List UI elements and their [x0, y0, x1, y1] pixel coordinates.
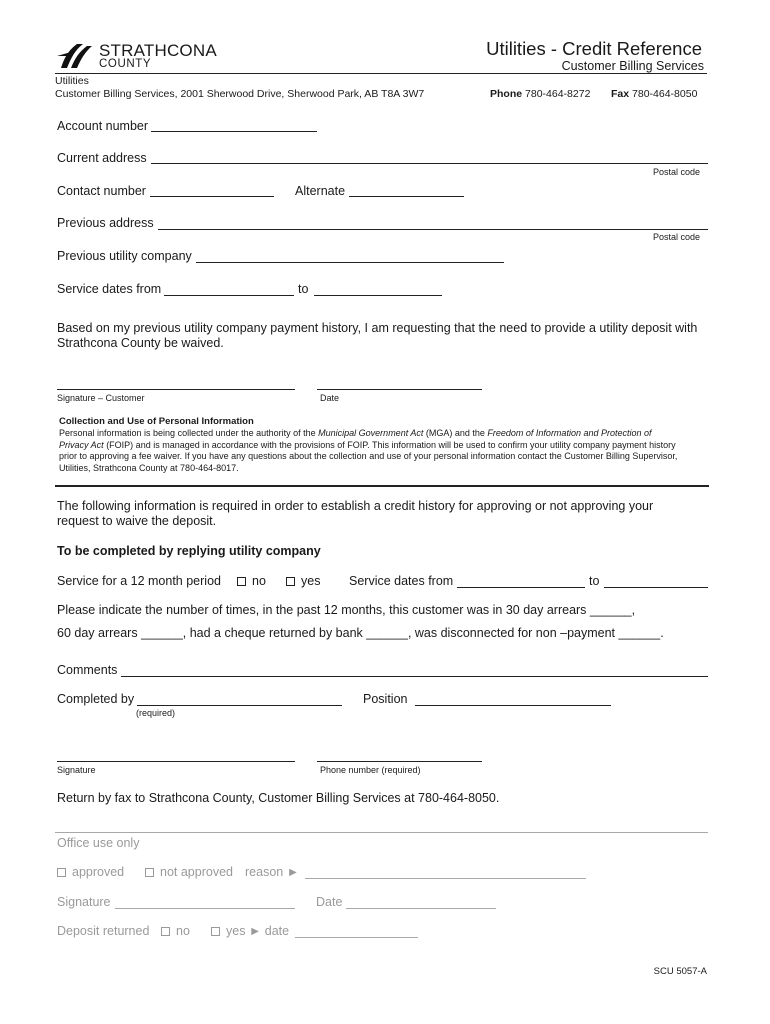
utility-signature-label: Signature — [57, 765, 96, 775]
utility-service-dates-from-field[interactable] — [457, 587, 585, 588]
office-signature-field[interactable] — [115, 908, 295, 909]
position-label: Position — [363, 692, 408, 706]
department-fax — [611, 88, 697, 100]
privacy-foip-name-1: Freedom of Information and — [487, 428, 599, 438]
completed-by-label: Completed by — [57, 692, 135, 706]
deposit-returned-yes-checkbox[interactable] — [211, 927, 220, 936]
deposit-returned-no-option[interactable] — [161, 924, 190, 938]
county-logo — [57, 40, 217, 72]
service-12-month-no-option[interactable] — [237, 574, 266, 588]
privacy-text-part2: (MGA) and the — [423, 428, 488, 438]
alternate-number-label: Alternate — [295, 184, 346, 198]
form-code: SCU 5057-A — [653, 966, 707, 977]
utility-service-dates-to-label: to — [589, 574, 600, 588]
customer-signature-label: Signature – Customer — [57, 393, 145, 403]
service-dates-from-field[interactable] — [164, 295, 294, 296]
utility-phone-field[interactable] — [317, 761, 482, 762]
logo-text-strathcona: STRATHCONA — [99, 41, 217, 60]
position-field[interactable] — [415, 705, 611, 706]
comments-field[interactable] — [121, 676, 708, 677]
service-12-month-yes-checkbox[interactable] — [286, 577, 295, 586]
utility-phone-label: Phone number (required) — [320, 765, 421, 775]
waiver-request-text-1: Based on my previous utility company payment history, I am requesting that the need to provide a utility deposit with — [57, 321, 698, 335]
department-phone — [490, 88, 590, 100]
current-address-field[interactable] — [151, 163, 708, 164]
customer-date-label: Date — [320, 393, 340, 403]
privacy-text-part1: Personal information is being collected under the authority of the — [59, 428, 319, 438]
comments-label: Comments — [57, 663, 118, 677]
office-reason-field[interactable] — [305, 878, 586, 879]
utility-intro-text-1: The following information is required in order to establish a credit history for approving or not approving your — [57, 499, 654, 513]
account-number-field[interactable] — [151, 131, 317, 132]
department-label: Utilities — [55, 75, 89, 87]
completed-by-field[interactable] — [137, 705, 342, 706]
office-approved-checkbox[interactable] — [57, 868, 66, 877]
utility-signature-field[interactable] — [57, 761, 295, 762]
arrears-question-2: 60 day arrears ______, had a cheque returned by bank ______, was disconnected for non –payment ______. — [57, 626, 664, 640]
office-not-approved-checkbox[interactable] — [145, 868, 154, 877]
logo-text-county: COUNTY — [99, 58, 152, 70]
deposit-returned-date-field[interactable] — [295, 937, 418, 938]
privacy-notice-heading: Collection and Use of Personal Information — [59, 416, 254, 427]
deposit-returned-yes-label: yes ► date — [226, 924, 290, 938]
office-date-field[interactable] — [346, 908, 496, 909]
form-subtitle: Customer Billing Services — [561, 59, 704, 73]
service-12-month-yes-option[interactable] — [286, 574, 320, 588]
privacy-notice-text — [59, 428, 679, 474]
deposit-returned-no-label: no — [176, 924, 190, 938]
office-signature-label: Signature — [57, 895, 111, 909]
contact-number-label: Contact number — [57, 184, 146, 198]
deposit-returned-yes-option[interactable] — [211, 924, 289, 938]
previous-address-field[interactable] — [158, 229, 708, 230]
previous-utility-company-field[interactable] — [196, 262, 504, 263]
service-12-month-no-label: no — [252, 574, 266, 588]
customer-date-field[interactable] — [317, 389, 482, 390]
phone-number: 780-464-8272 — [525, 88, 591, 100]
utility-section-heading: To be completed by replying utility company — [57, 544, 321, 558]
phone-label: Phone — [490, 88, 523, 100]
deposit-returned-no-checkbox[interactable] — [161, 927, 170, 936]
office-use-divider — [55, 832, 708, 833]
header-rule — [55, 73, 707, 74]
alternate-number-field[interactable] — [349, 196, 464, 197]
previous-utility-company-label: Previous utility company — [57, 249, 192, 263]
utility-service-dates-label: Service dates from — [349, 574, 454, 588]
fax-label: Fax — [611, 88, 630, 100]
office-date-label: Date — [316, 895, 343, 909]
waiver-request-text-2: Strathcona County be waived. — [57, 336, 224, 350]
office-approved-label: approved — [72, 865, 125, 879]
strathcona-swoosh-icon — [57, 42, 93, 70]
office-use-heading: Office use only — [57, 836, 140, 850]
customer-signature-field[interactable] — [57, 389, 295, 390]
fax-number: 780-464-8050 — [632, 88, 698, 100]
return-instructions: Return by fax to Strathcona County, Customer Billing Services at 780-464-8050. — [57, 791, 500, 805]
service-12-month-label: Service for a 12 month period — [57, 574, 221, 588]
deposit-returned-label: Deposit returned — [57, 924, 150, 938]
previous-postal-code-label: Postal code — [652, 232, 700, 242]
section-divider — [55, 485, 709, 487]
form-title: Utilities - Credit Reference — [486, 38, 702, 59]
office-not-approved-option[interactable] — [145, 865, 233, 879]
privacy-mga-name: Municipal Government Act — [318, 428, 424, 438]
service-dates-to-label: to — [298, 282, 309, 296]
previous-address-label: Previous address — [57, 216, 154, 230]
privacy-text-part3: (FOIP) and is managed in accordance with the provisions of FOIP. This information will be used to confirm your utility company payment history prior to approving a fee waiver. If you have any questions about the collection and use of your personal information contact the Customer Billing Supervisor, Utilities, Strathcona County at 780-464-8017. — [59, 439, 678, 473]
office-approved-option[interactable] — [57, 865, 124, 879]
utility-service-dates-to-field[interactable] — [604, 587, 708, 588]
office-reason-label: reason ► — [245, 865, 300, 879]
current-address-label: Current address — [57, 151, 147, 165]
office-not-approved-label: not approved — [160, 865, 233, 879]
contact-number-field[interactable] — [150, 196, 274, 197]
service-dates-to-field[interactable] — [314, 295, 442, 296]
service-12-month-yes-label: yes — [301, 574, 321, 588]
current-postal-code-label: Postal code — [652, 167, 700, 177]
service-dates-from-label: Service dates from — [57, 282, 162, 296]
utility-intro-text-2: request to waive the deposit. — [57, 514, 217, 528]
service-12-month-no-checkbox[interactable] — [237, 577, 246, 586]
arrears-question-1: Please indicate the number of times, in the past 12 months, this customer was in 30 day arrears ______, — [57, 603, 636, 617]
privacy-foip-name-2: Protection of Privacy Act — [59, 428, 652, 450]
account-number-label: Account number — [57, 119, 149, 133]
department-address: Customer Billing Services, 2001 Sherwood Drive, Sherwood Park, AB T8A 3W7 — [55, 88, 425, 100]
completed-by-required-note: (required) — [136, 708, 176, 718]
